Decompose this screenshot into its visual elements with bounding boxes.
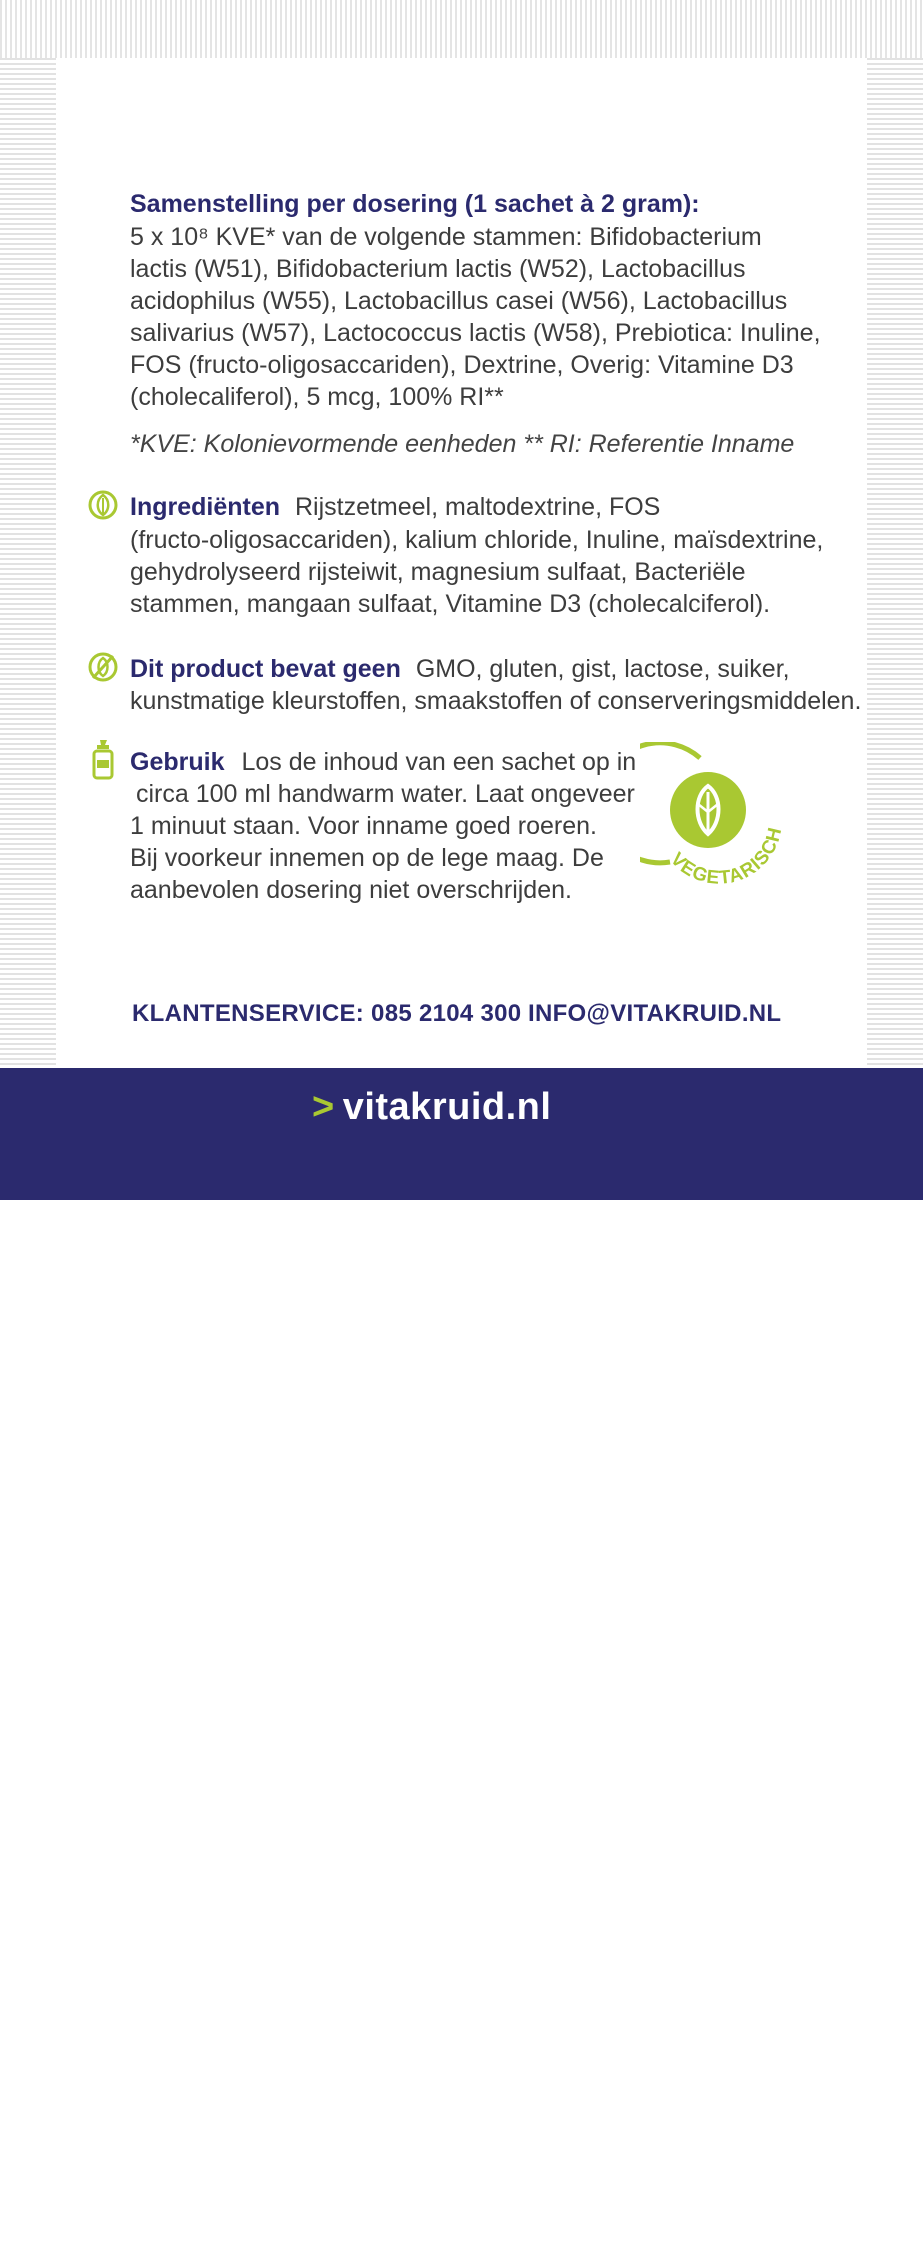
vegetarian-label: VEGETARISCH <box>666 824 787 889</box>
ingredients-line: stammen, mangaan sulfaat, Vitamine D3 (cholecalciferol). <box>130 590 771 618</box>
free-from-text: GMO, gluten, gist, lactose, suiker, <box>415 655 790 683</box>
chevron-right-icon: > <box>312 1086 335 1128</box>
ingredients-line: gehydrolyseerd rijsteiwit, magnesium sulfaat, Bacteriële <box>130 558 746 586</box>
ingredients-heading: Ingrediënten <box>130 493 281 521</box>
top-seal <box>0 0 923 58</box>
composition-line: 5 x 10⁸ KVE* van de volgende stammen: Bifidobacterium <box>130 223 762 251</box>
free-from-first-row <box>130 653 790 685</box>
usage-heading: Gebruik <box>130 748 225 776</box>
composition-line: FOS (fructo-oligosaccariden), Dextrine, Overig: Vitamine D3 <box>130 351 794 379</box>
composition-line: salivarius (W57), Lactococcus lactis (W58), Prebiotica: Inuline, <box>130 319 821 347</box>
bottle-icon <box>91 738 115 780</box>
usage-line: Bij voorkeur innemen op de lege maag. De <box>130 844 604 872</box>
ingredients-text: Rijstzetmeel, maltodextrine, FOS <box>294 493 661 521</box>
usage-first-row <box>130 746 636 778</box>
customer-service: KLANTENSERVICE: 085 2104 300 <box>132 1000 522 1027</box>
no-symbol-icon <box>88 650 118 684</box>
ingredients-line: (fructo-oligosaccariden), kalium chloride, Inuline, maïsdextrine, <box>130 526 824 554</box>
ingredients-first-row <box>130 491 660 523</box>
usage-line: 1 minuut staan. Voor inname goed roeren. <box>130 812 597 840</box>
contact-email[interactable]: INFO@VITAKRUID.NL <box>528 1000 782 1027</box>
composition-line: acidophilus (W55), Lactobacillus casei (W56), Lactobacillus <box>130 287 788 315</box>
composition-footnote: *KVE: Kolonievormende eenheden ** RI: Referentie Inname <box>130 430 795 458</box>
website-label: vitakruid.nl <box>342 1086 552 1128</box>
composition-heading: Samenstelling per dosering (1 sachet à 2 gram): <box>130 190 700 218</box>
vegetarian-badge <box>640 742 790 892</box>
leaf-icon <box>88 488 118 522</box>
usage-line: circa 100 ml handwarm water. Laat ongeveer <box>136 780 635 808</box>
left-seal <box>0 58 56 1073</box>
free-from-line: kunstmatige kleurstoffen, smaakstoffen of conserveringsmiddelen. <box>130 687 862 715</box>
composition-line: lactis (W51), Bifidobacterium lactis (W52), Lactobacillus <box>130 255 746 283</box>
website[interactable] <box>312 1086 551 1129</box>
free-from-heading: Dit product bevat geen <box>130 655 401 683</box>
usage-text: Los de inhoud van een sachet op in <box>241 748 637 776</box>
right-seal <box>867 58 923 1073</box>
bottom-seal <box>0 2236 923 2268</box>
composition-line: (cholecaliferol), 5 mcg, 100% RI** <box>130 383 504 411</box>
usage-line: aanbevolen dosering niet overschrijden. <box>130 876 572 904</box>
